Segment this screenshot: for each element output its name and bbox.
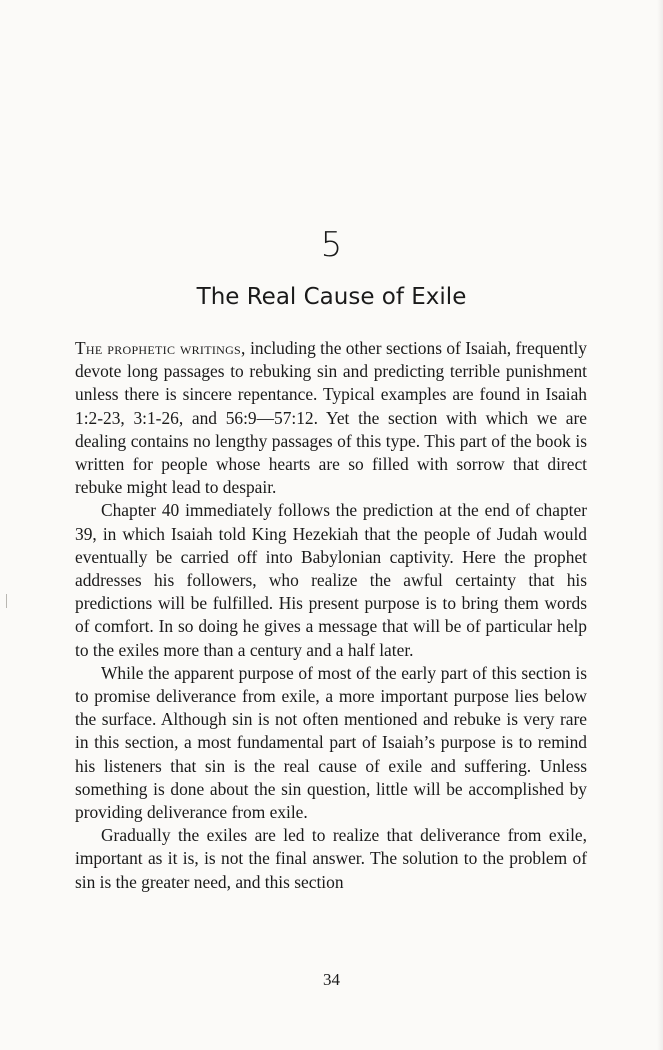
- paragraph-3: While the apparent purpose of most of the early part of this section is to promise deliverance from exile, a more important purpose lies below the surface. Although sin is not often mentioned and rebuke is very rare in this section, a most fundamental part of Isaiah’s purpose is to remind his listeners that sin is the real cause of exile and suffering. Unless something is done about the sin question, little will be accomplished by providing deliverance from exile.: [75, 662, 587, 823]
- paragraph-2: Chapter 40 immediately follows the prediction at the end of chapter 39, in which Isaiah told King Hezekiah that the people of Judah would eventually be carried off into Babylonian captivity. Here the prophet addresses his followers, who realize the awful certainty that his predictions will be fulfilled. His present purpose is to bring them words of comfort. In so doing he gives a message that will be of particular help to the exiles more than a century and a half later.: [75, 500, 587, 660]
- paragraph-lead-in: The prophetic writings,: [75, 338, 246, 358]
- body-text: [75, 337, 587, 894]
- page-number: 34: [323, 970, 340, 989]
- chapter-number: 5: [320, 225, 343, 265]
- page-edge-shadow: [657, 0, 663, 1050]
- paragraph-1: [75, 337, 587, 499]
- paragraph-4: Gradually the exiles are led to realize that deliverance from exile, important as it is, is not the final answer. The solution to the problem of sin is the greater need, and this section: [75, 825, 587, 892]
- paragraph-text: including the other sections of Isaiah, frequently devote long passages to rebuking sin and predicting terrible punishment unless there is sincere repentance. Typical examples are found in Isaiah 1:2-23, 3:1-26, and 56:9—57:12. Yet the section with which we are dealing contains no lengthy passages of this type. This part of the book is written for people whose hearts are so filled with sorrow that direct rebuke might lead to despair.: [75, 338, 587, 498]
- chapter-title: The Real Cause of Exile: [196, 284, 467, 310]
- margin-mark: [6, 594, 7, 608]
